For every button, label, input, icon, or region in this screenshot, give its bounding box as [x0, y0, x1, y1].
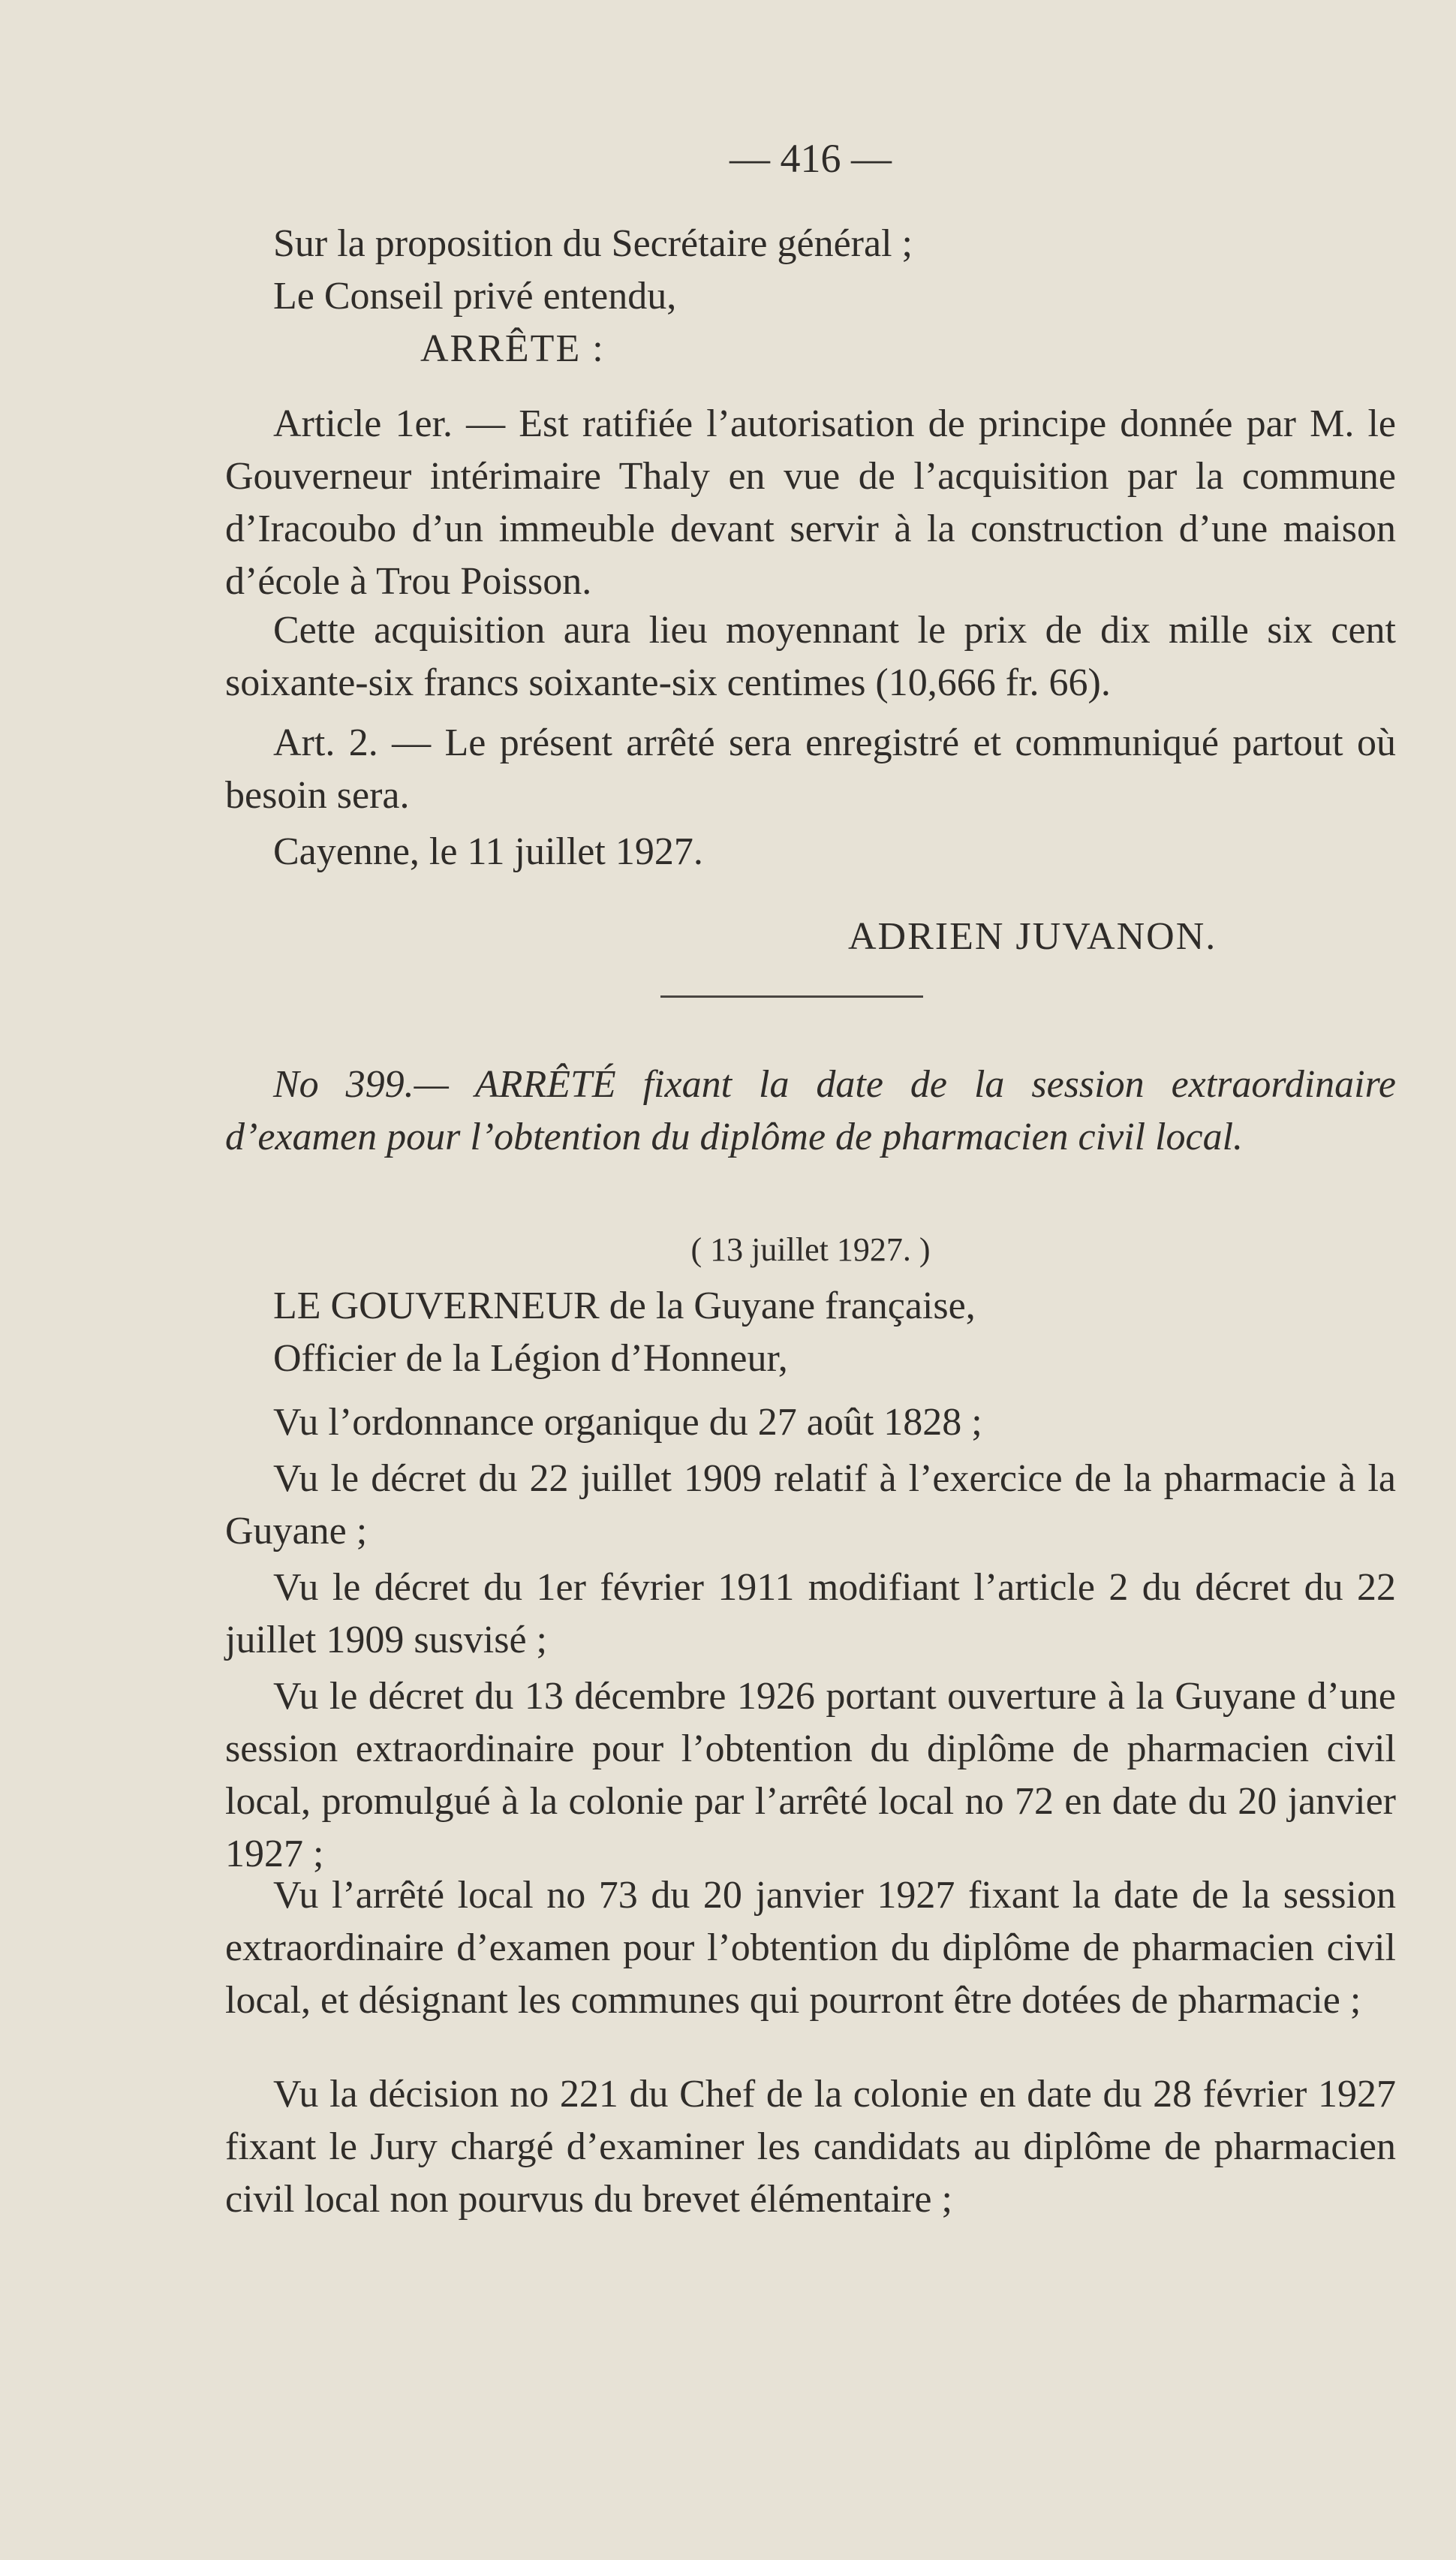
page-number: — 416 — [730, 136, 892, 181]
vu-decret-1926: Vu le décret du 13 décembre 1926 portant ouverture à la Guyane d’une session extraordinaire pour l’obtention du diplôme de pharmacien civil local, promulgué à la colonie par l’arrêté local no 72 en date du 20 janvier 1927 ; [225, 1675, 1396, 1875]
conseil-line: Le Conseil privé entendu, [273, 275, 677, 318]
officer-line: Officier de la Légion d’Honneur, [273, 1337, 788, 1380]
governor-line: LE GOUVERNEUR de la Guyane française, [273, 1285, 976, 1327]
vu-decret-1911: Vu le décret du 1er février 1911 modifiant l’article 2 du décret du 22 juillet 1909 susvisé ; [225, 1566, 1396, 1661]
article-1: Article 1er. — Est ratifiée l’autorisation de principe donnée par M. le Gouverneur intérimaire Thaly en vue de l’acquisition par la commune d’Iracoubo d’un immeuble devant servir à la construction d’une maison d’école à Trou Poisson. [225, 402, 1396, 603]
vu-decision-221: Vu la décision no 221 du Chef de la colonie en date du 28 février 1927 fixant le Jury chargé d’examiner les candidats au diplôme de pharmacien civil local non pourvus du brevet élémentaire ; [225, 2073, 1396, 2221]
arrete-heading: ARRÊTE : [420, 327, 605, 370]
vu-arrete-73: Vu l’arrêté local no 73 du 20 janvier 1927 fixant la date de la session extraordinaire d’examen pour l’obtention du diplôme de pharmacien civil local, et désignant les communes qui pourront être dotées de pharmacie ; [225, 1874, 1396, 2022]
arrete-399-date: ( 13 juillet 1927. ) [690, 1231, 931, 1268]
article-2: Art. 2. — Le présent arrêté sera enregistré et communiqué partout où besoin sera. [225, 721, 1396, 817]
vu-decret-1909: Vu le décret du 22 juillet 1909 relatif à l’exercice de la pharmacie à la Guyane ; [225, 1457, 1396, 1553]
date-line: Cayenne, le 11 juillet 1927. [273, 830, 703, 873]
acquisition-paragraph: Cette acquisition aura lieu moyennant le prix de dix mille six cent soixante-six francs soixante-six centimes (10,666 fr. 66). [225, 609, 1396, 704]
signature: ADRIEN JUVANON. [848, 915, 1217, 958]
section-divider [660, 995, 923, 998]
arrete-399-title: No 399.— ARRÊTÉ fixant la date de la session extraordinaire d’examen pour l’obtention du diplôme de pharmacien civil local. [225, 1063, 1396, 1158]
vu-ordonnance: Vu l’ordonnance organique du 27 août 1828 ; [273, 1401, 982, 1444]
proposition-line: Sur la proposition du Secrétaire général ; [273, 222, 913, 265]
